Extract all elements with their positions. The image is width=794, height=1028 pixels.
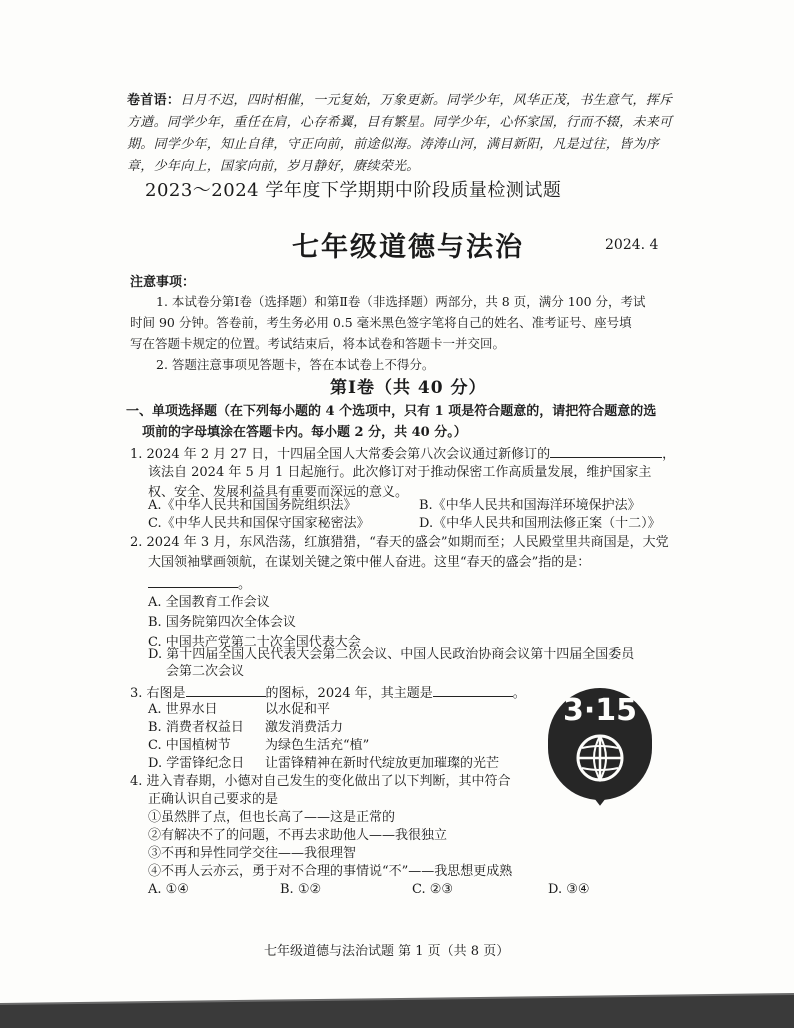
scan-edge-shadow — [0, 990, 794, 1028]
q4-option-b: B. ①② — [280, 882, 322, 897]
q1-option-a: A.《中华人民共和国国务院组织法》 — [148, 498, 357, 513]
q3-option-b-name: B. 消费者权益日 — [148, 720, 244, 735]
q3-option-d-name: D. 学雷锋纪念日 — [148, 756, 245, 771]
q2-line1: 2. 2024 年 3 月，东风浩荡，红旗猎猎，“春天的盛会”如期而至；人民殿堂里共商国是，大党 — [130, 535, 669, 550]
q4-line2: 正确认识自己要求的是 — [148, 792, 279, 807]
q4-statement-3: ③不再和异性同学交往——我很理智 — [148, 846, 357, 861]
q4-statement-1: ①虽然胖了点，但也长高了——这是正常的 — [148, 810, 396, 825]
q2-option-b: B. 国务院第四次全体会议 — [148, 615, 296, 630]
q4-option-a: A. ①④ — [148, 882, 189, 897]
q4-statement-4: ④不再人云亦云，勇于对不合理的事情说“不”——我思想更成熟 — [148, 864, 513, 879]
preface-label: 卷首语： — [127, 93, 181, 108]
notes-item2: 2. 答题注意事项见答题卡，答在本试卷上不得分。 — [156, 357, 435, 372]
exam-date: 2024. 4 — [605, 237, 659, 253]
q1-option-c: C.《中华人民共和国保守国家秘密法》 — [148, 516, 370, 531]
q2-line3 — [148, 573, 251, 595]
q2-option-c: C. 中国共产党第二十次全国代表大会 — [148, 635, 361, 650]
exam-title: 2023～2024 学年度下学期期中阶段质量检测试题 — [145, 180, 562, 201]
q3-blank-1 — [186, 682, 266, 697]
q1-option-b: B.《中华人民共和国海洋环境保护法》 — [419, 498, 641, 513]
q3-stem-a: 3. 右图是 — [130, 686, 186, 701]
q3-option-c-theme: 为绿色生活充“植” — [265, 738, 370, 753]
q2-blank — [148, 573, 238, 588]
notes-heading: 注意事项： — [130, 275, 196, 290]
notes-item1-line3: 写在答题卡规定的位置。考试结束后，将本试卷和答题卡一并交回。 — [130, 336, 506, 351]
q1-option-d: D.《中华人民共和国刑法修正案（十二）》 — [419, 516, 661, 531]
q1-stem-end: ， — [662, 447, 676, 462]
notes-item1-line2: 时间 90 分钟。答卷前，考生务必用 0.5 毫米黑色签字笔将自己的姓名、准考证号、座号填 — [130, 315, 632, 330]
part-one-instructions — [126, 401, 686, 443]
q2-option-a: A. 全国教育工作会议 — [148, 595, 270, 610]
notes-block — [130, 291, 678, 375]
q2-option-d-line1: D. 第十四届全国人民代表大会第二次会议、中国人民政治协商会议第十四届全国委员 — [148, 647, 635, 662]
q4-option-c: C. ②③ — [412, 882, 454, 897]
q4-option-d: D. ③④ — [548, 882, 590, 897]
preface — [127, 90, 675, 178]
q3-option-c-name: C. 中国植树节 — [148, 738, 231, 753]
q2-option-d-line2: 会第二次会议 — [166, 664, 245, 679]
q1-blank — [550, 443, 662, 458]
part-one-line2: 项前的字母填涂在答题卡内。每小题 2 分，共 40 分。） — [142, 425, 467, 440]
q2-line3-end: 。 — [238, 577, 252, 592]
subject-title: 七年级道德与法治 — [292, 232, 524, 263]
q1-line3: 权、安全、发展利益具有重要而深远的意义。 — [148, 485, 409, 500]
consumer-rights-315-logo-icon — [540, 678, 660, 808]
q3-option-a-theme: 以水促和平 — [265, 702, 331, 717]
page-footer: 七年级道德与法治试题 第 1 页（共 8 页） — [264, 944, 510, 959]
preface-text: 日月不迟，四时相催，一元复始，万象更新。同学少年，风华正茂，书生意气，挥斥方遒。同学少年，重任在肩，心存希翼，目有繁星。同学少年，心怀家国，行而不辍，未来可期。同学少年，知止自律，守正向前，前途似海。涛涛山河，满目新阳，凡是过往，皆为序章，少年向上，国家向前，岁月静好，赓续荣光。 — [127, 93, 673, 174]
q4-line1: 4. 进入青春期，小德对自己发生的变化做出了以下判断，其中符合 — [130, 774, 511, 789]
q3-option-a-name: A. 世界水日 — [148, 702, 218, 717]
q1-stem: 1. 2024 年 2 月 27 日，十四届全国人大常委会第八次会议通过新修订的 — [130, 447, 551, 462]
q1-line1 — [130, 443, 675, 465]
q3-blank-2 — [433, 682, 513, 697]
logo-text: 3·15 — [562, 693, 638, 728]
q3-stem-c: 。 — [512, 686, 526, 701]
notes-item1-line1: 1. 本试卷分第Ⅰ卷（选择题）和第Ⅱ卷（非选择题）两部分，共 8 页，满分 100 分，考试 — [156, 294, 646, 309]
section-title: 第Ⅰ卷（共 40 分） — [330, 378, 487, 398]
q1-line2: 该法自 2024 年 5 月 1 日起施行。此次修订对于推动保密工作高质量发展，维护国家主 — [148, 465, 652, 480]
q4-statement-2: ②有解决不了的问题，不再去求助他人——我很独立 — [148, 828, 448, 843]
q3-stem-b: 的图标，2024 年，其主题是 — [265, 686, 433, 701]
q2-line2: 大国领袖擘画领航，在谋划关键之策中催人奋进。这里“春天的盛会”指的是： — [148, 555, 591, 570]
part-one-line1: 一、单项选择题（在下列每小题的 4 个选项中，只有 1 项是符合题意的，请把符合题意的选 — [126, 404, 657, 419]
q3-option-d-theme: 让雷锋精神在新时代绽放更加璀璨的光芒 — [265, 756, 500, 771]
q3-option-b-theme: 激发消费活力 — [265, 720, 344, 735]
